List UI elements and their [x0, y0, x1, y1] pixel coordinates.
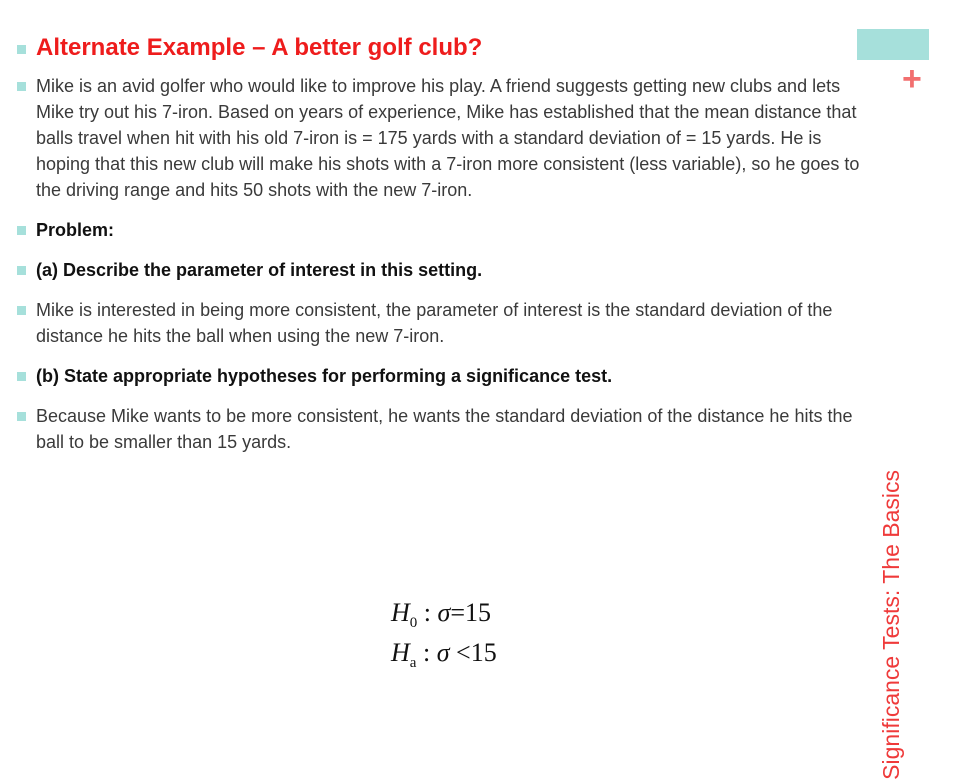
bullet-problem-label: Problem: — [17, 217, 867, 243]
bullet-square-icon — [17, 372, 26, 381]
bullet-square-icon — [17, 266, 26, 275]
bullet-square-icon — [17, 226, 26, 235]
hypotheses-equations — [391, 593, 497, 673]
section-title-text: Significance Tests: The Basics — [878, 470, 904, 780]
bullet-question-b: (b) State appropriate hypotheses for performing a significance test. — [17, 363, 867, 389]
accent-bar — [857, 29, 929, 60]
slide-title — [17, 33, 867, 63]
bullet-square-icon — [17, 82, 26, 91]
bullet-scenario: Mike is an avid golfer who would like to improve his play. A friend suggests getting new clubs and lets Mike try out his 7-iron. Based on years of experience, Mike has established that the mean distance that balls travel when hit with his old 7-iron is = 175 yards with a standard deviation of = 15 yards. He is hoping that this new club will make his shots with a 7-iron more consistent (less variable), so he goes to the driving range and hits 50 shots with the new 7-iron. — [17, 73, 867, 203]
bullet-answer-a: Mike is interested in being more consistent, the parameter of interest is the standard deviation of the distance he hits the ball when using the new 7-iron. — [17, 297, 867, 349]
bullet-square-icon — [17, 45, 26, 54]
plus-icon: + — [902, 60, 922, 98]
slide-title-text: Alternate Example – A better golf club? — [36, 34, 483, 61]
bullet-answer-b: Because Mike wants to be more consistent, he wants the standard deviation of the distance he hits the ball to be smaller than 15 yards. — [17, 403, 867, 455]
null-hypothesis: $H_0$ : σ=15 — [391, 598, 492, 631]
bullet-list — [17, 33, 867, 469]
bullet-question-a: (a) Describe the parameter of interest in this setting. — [17, 257, 867, 283]
bullet-square-icon — [17, 412, 26, 421]
bullet-square-icon — [17, 306, 26, 315]
section-title-vertical — [877, 470, 905, 780]
alternative-hypothesis: $H_a$ : σ <15 — [391, 638, 497, 671]
